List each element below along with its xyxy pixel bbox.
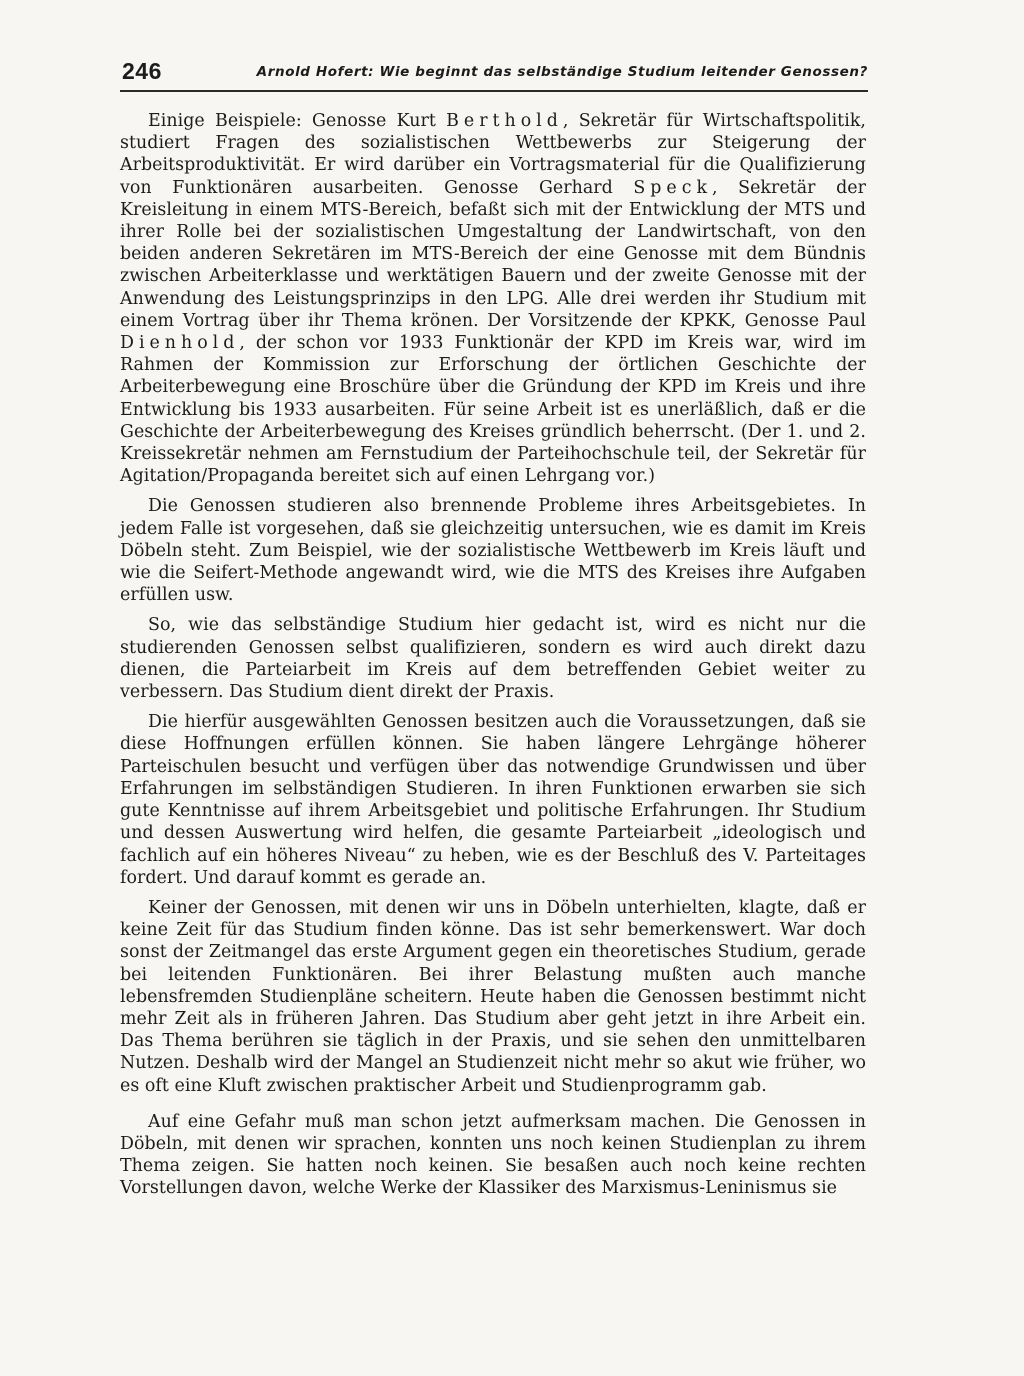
spaced-name: Dienhold (120, 333, 240, 354)
spaced-name: Speck (633, 177, 712, 198)
paragraph: Die hierfür ausgewählten Genossen besitzen auch die Voraussetzungen, daß sie diese Hoffnungen erfüllen können. Sie haben längere Lehrgänge höherer Parteischulen besucht und verfügen über das notwendige Grundwissen und über Erfahrungen im selbständigen Studieren. In ihren Funktionen erwarben sie sich gute Kenntnisse auf ihrem Arbeitsgebiet und politische Erfahrungen. Ihr Studium und dessen Auswertung wird helfen, die gesamte Parteiarbeit „ideologisch und fachlich auf ein höheres Niveau“ zu heben, wie es der Beschluß des V. Parteitages fordert. Und darauf kommt es gerade an. (120, 712, 866, 888)
running-head: Arnold Hofert: Wie beginnt das selbständige Studium leitender Genossen? (256, 64, 868, 80)
page-number: 246 (122, 58, 162, 84)
spaced-name: Berthold (446, 111, 563, 131)
paragraph: Die Genossen studieren also brennende Probleme ihres Arbeitsgebietes. In jedem Falle ist vorgesehen, daß sie gleichzeitig untersuchen, wie es damit im Kreis Döbeln steht. Zum Beispiel, wie der sozialistische Wettbewerb im Kreis läuft und wie die Seifert-Methode angewandt wird, wie die MTS des Kreises ihre Aufgaben erfüllen usw. (120, 496, 866, 606)
paragraph (120, 110, 866, 487)
paragraph: Auf eine Gefahr muß man schon jetzt aufmerksam machen. Die Genossen in Döbeln, mit denen wir sprachen, konnten uns noch keinen Studienplan zu ihrem Thema zeigen. Sie hatten noch keinen. Sie besaßen auch noch keine rechten Vorstellungen davon, welche Werke der Klassiker des Marxismus-Leninismus sie (120, 1111, 866, 1199)
paragraph-text: , Sekretär der Kreisleitung in einem MTS-Bereich, befaßt sich mit der Entwicklung der MTS und ihrer Rolle bei der sozialistischen Umgestaltung der Landwirtschaft, von den beiden anderen Sekretären im MTS-Bereich der eine Genosse mit dem Bündnis zwischen Arbeiterklasse und werktätigen Bauern und der zweite Genosse mit der Anwendung des Leistungsprinzips in den LPG. Alle drei werden ihr Studium mit einem Vortrag über ihr Thema krönen. Der Vorsitzende der KPKK, Genosse Paul (120, 177, 866, 331)
paragraph: Keiner der Genossen, mit denen wir uns in Döbeln unterhielten, klagte, daß er keine Zeit für das Studium finden könne. Das ist sehr bemerkenswert. War doch sonst der Zeitmangel das erste Argument gegen ein theoretisches Studium, gerade bei leitenden Funktionären. Bei ihrer Belastung mußten auch manche lebensfremden Studienpläne scheitern. Heute haben die Genossen bestimmt nicht mehr Zeit als in früheren Jahren. Das Studium aber geht jetzt in ihre Arbeit ein. Das Thema berühren sie täglich in der Praxis, und sie sehen den unmittelbaren Nutzen. Deshalb wird der Mangel an Studienzeit nicht mehr so akut wie früher, wo es oft eine Kluft zwischen praktischer Arbeit und Studienprogramm gab. (120, 897, 866, 1096)
paragraph: So, wie das selbständige Studium hier gedacht ist, wird es nicht nur die studierenden Genossen selbst qualifizieren, sondern es wird auch direkt dazu dienen, die Parteiarbeit im Kreis auf dem betreffenden Gebiet weiter zu verbessern. Das Studium dient direkt der Praxis. (120, 615, 866, 703)
paragraph-text: , der schon vor 1933 Funktionär der KPD im Kreis war, wird im Rahmen der Kommission zur Erforschung der örtlichen Geschichte der Arbeiterbewegung eine Broschüre über die Gründung der KPD im Kreis und ihre Entwicklung bis 1933 ausarbeiten. Für seine Arbeit ist es unerläßlich, daß er die Geschichte der Arbeiterbewegung des Kreises gründlich beherrscht. (Der 1. und 2. Kreissekretär nehmen am Fernstudium der Parteihochschule teil, der Sekretär für Agitation/Propaganda bereitet sich auf einen Lehrgang vor.) (120, 333, 866, 487)
body-text (120, 110, 866, 1200)
paragraph-text: , Sekretär für Wirtschaftspolitik, studiert Fragen des sozialistischen Wettbewerbs zur Steigerung der Arbeitsproduktivität. Er wird darüber ein Vortragsmaterial für die Qualifizierung von Funktionären ausarbeiten. Genosse Gerhard (120, 111, 867, 198)
page-header (120, 56, 868, 92)
paragraph-text: Einige Beispiele: Genosse Kurt (148, 111, 447, 131)
